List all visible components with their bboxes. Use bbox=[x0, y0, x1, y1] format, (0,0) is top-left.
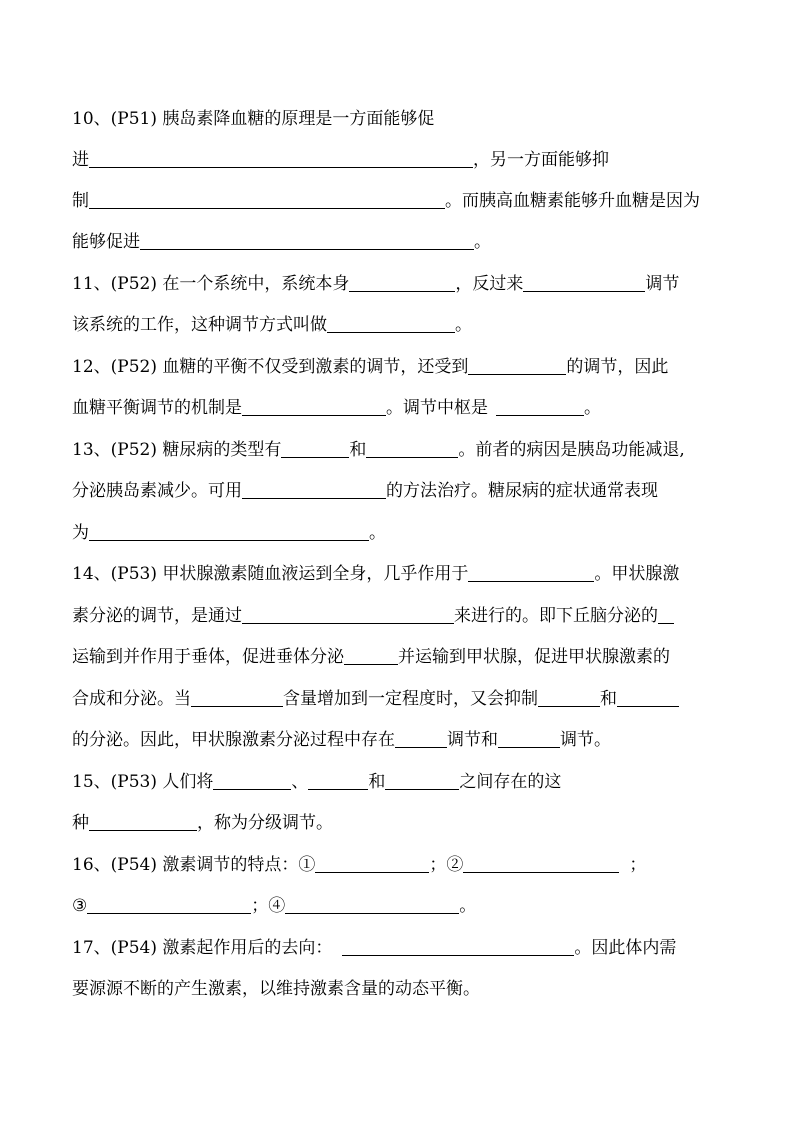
q15-text: 种 bbox=[72, 813, 89, 833]
q15-text: 15、(P53) 人们将 bbox=[72, 772, 214, 792]
answer-blank[interactable] bbox=[242, 397, 386, 416]
q13-text: 为 bbox=[72, 523, 89, 543]
q14-text: 调节。 bbox=[560, 730, 611, 750]
q14-text: 来进行的。即下丘脑分泌的 bbox=[454, 606, 658, 626]
q12-line-2 bbox=[72, 396, 601, 420]
answer-blank[interactable] bbox=[385, 771, 459, 790]
answer-blank[interactable] bbox=[315, 854, 429, 873]
q13-line-2 bbox=[72, 479, 658, 503]
q10-line-1 bbox=[72, 107, 434, 131]
answer-blank[interactable] bbox=[242, 480, 386, 499]
q13-line-3 bbox=[72, 521, 386, 545]
answer-blank[interactable] bbox=[89, 812, 197, 831]
q17-text: 要源源不断的产生激素，以维持激素含量的动态平衡。 bbox=[72, 979, 480, 999]
q11-text: ，反过来 bbox=[455, 274, 524, 294]
q10-text: 。 bbox=[474, 232, 491, 252]
q17-line-1 bbox=[72, 936, 676, 960]
answer-blank[interactable] bbox=[538, 688, 600, 707]
q11-text: 调节 bbox=[645, 274, 680, 294]
q15-text: 、 bbox=[291, 772, 309, 792]
q14-text: 合成和分泌。当 bbox=[72, 689, 191, 709]
answer-blank[interactable] bbox=[498, 729, 560, 748]
answer-blank[interactable] bbox=[89, 149, 473, 168]
q16-line-1 bbox=[72, 853, 646, 877]
q13-text: 13、(P52) 糖尿病的类型有 bbox=[72, 440, 282, 460]
answer-blank[interactable] bbox=[395, 729, 447, 748]
q13-text: 。 bbox=[369, 523, 386, 543]
q17-text: 。因此体内需 bbox=[574, 938, 677, 958]
q15-line-1 bbox=[72, 770, 561, 794]
q13-text: 和 bbox=[349, 440, 367, 460]
q13-line-1 bbox=[72, 438, 685, 462]
q14-text: 和 bbox=[600, 689, 617, 709]
answer-blank[interactable] bbox=[242, 605, 454, 624]
answer-blank[interactable] bbox=[213, 771, 291, 790]
answer-blank[interactable] bbox=[327, 314, 455, 333]
answer-blank[interactable] bbox=[342, 937, 574, 956]
q14-line-5 bbox=[72, 728, 611, 752]
q16-text: ；② bbox=[429, 855, 464, 875]
q16-text: 16、(P54) 激素调节的特点：① bbox=[72, 855, 316, 875]
q16-text: ③ bbox=[72, 896, 88, 916]
answer-blank[interactable] bbox=[140, 231, 474, 250]
q12-text: 。 bbox=[584, 398, 601, 418]
q10-line-4 bbox=[72, 230, 491, 254]
q10-text: 能够促进 bbox=[72, 232, 140, 252]
q13-text: 分泌胰岛素减少。可用 bbox=[72, 481, 242, 501]
q11-line-2 bbox=[72, 313, 472, 337]
answer-blank[interactable] bbox=[617, 688, 679, 707]
q12-text: 血糖平衡调节的机制是 bbox=[72, 398, 242, 418]
q10-line-3 bbox=[72, 189, 700, 213]
q14-text: 运输到并作用于垂体，促进垂体分泌 bbox=[72, 647, 344, 667]
q15-line-2 bbox=[72, 811, 333, 835]
q10-line-2 bbox=[72, 148, 609, 172]
q10-text: 进 bbox=[72, 150, 89, 170]
q13-text: 的方法治疗。糖尿病的症状通常表现 bbox=[386, 481, 658, 501]
q14-text: 并运输到甲状腺，促进甲状腺激素的 bbox=[398, 647, 670, 667]
q14-text: 。甲状腺激 bbox=[594, 564, 680, 584]
q17-line-2 bbox=[72, 977, 480, 1001]
q11-text: 11、(P52) 在一个系统中，系统本身 bbox=[72, 274, 350, 294]
q10-text: ，另一方面能够抑 bbox=[473, 150, 609, 170]
answer-blank[interactable] bbox=[344, 646, 398, 665]
q14-text: 含量增加到一定程度时，又会抑制 bbox=[283, 689, 538, 709]
q16-text: ；④ bbox=[251, 896, 286, 916]
q14-text: 14、(P53) 甲状腺激素随血液运到全身，几乎作用于 bbox=[72, 564, 469, 584]
answer-blank[interactable] bbox=[281, 439, 349, 458]
answer-blank[interactable] bbox=[87, 895, 251, 914]
q11-line-1 bbox=[72, 272, 679, 296]
answer-blank[interactable] bbox=[285, 895, 459, 914]
q12-line-1 bbox=[72, 355, 668, 379]
answer-blank[interactable] bbox=[523, 273, 645, 292]
q14-line-4 bbox=[72, 687, 679, 711]
answer-blank[interactable] bbox=[658, 605, 674, 624]
answer-blank[interactable] bbox=[89, 190, 445, 209]
q10-text: 。而胰高血糖素能够升血糖是因为 bbox=[445, 191, 700, 211]
q14-text: 素分泌的调节，是通过 bbox=[72, 606, 242, 626]
answer-blank[interactable] bbox=[468, 356, 566, 375]
q10-text: 制 bbox=[72, 191, 89, 211]
q15-text: ，称为分级调节。 bbox=[197, 813, 333, 833]
q11-text: 该系统的工作，这种调节方式叫做 bbox=[72, 315, 327, 335]
q12-text: 的调节，因此 bbox=[566, 357, 669, 377]
q14-text: 调节和 bbox=[447, 730, 498, 750]
q14-text: 的分泌。因此，甲状腺激素分泌过程中存在 bbox=[72, 730, 395, 750]
q14-line-2 bbox=[72, 604, 674, 628]
q17-text: 17、(P54) 激素起作用后的去向： bbox=[72, 938, 333, 958]
q13-text: 。前者的病因是胰岛功能减退, bbox=[458, 440, 685, 460]
q16-text: 。 bbox=[459, 896, 477, 916]
answer-blank[interactable] bbox=[89, 522, 369, 541]
answer-blank[interactable] bbox=[468, 563, 594, 582]
answer-blank[interactable] bbox=[191, 688, 283, 707]
answer-blank[interactable] bbox=[496, 397, 584, 416]
q14-line-1 bbox=[72, 562, 679, 586]
answer-blank[interactable] bbox=[463, 854, 619, 873]
q14-line-3 bbox=[72, 645, 670, 669]
q16-text: ； bbox=[629, 855, 647, 875]
q11-text: 。 bbox=[455, 315, 472, 335]
q12-text: 。调节中枢是 bbox=[386, 398, 488, 418]
q12-text: 12、(P52) 血糖的平衡不仅受到激素的调节，还受到 bbox=[72, 357, 469, 377]
q16-line-2 bbox=[72, 894, 476, 918]
q10-text: 10、(P51) 胰岛素降血糖的原理是一方面能够促 bbox=[72, 109, 435, 129]
answer-blank[interactable] bbox=[349, 273, 455, 292]
q15-text: 之间存在的这 bbox=[459, 772, 562, 792]
answer-blank[interactable] bbox=[366, 439, 458, 458]
q15-text: 和 bbox=[368, 772, 386, 792]
answer-blank[interactable] bbox=[308, 771, 368, 790]
